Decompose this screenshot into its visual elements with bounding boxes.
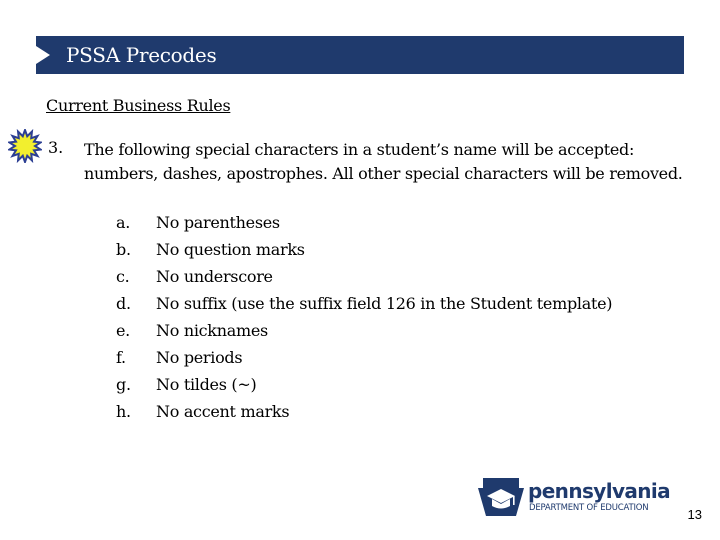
logo-name: pennsylvania: [528, 479, 671, 503]
sub-list: [116, 211, 612, 427]
item-text: The following special characters in a student’s name will be accepted: numbers, dashes, apostrophes. All other special characters will be removed.: [84, 140, 683, 183]
item-number: 3.: [48, 138, 64, 157]
list-item-text: No tildes (~): [156, 375, 257, 394]
list-item-letter: a.: [116, 213, 131, 232]
list-item-text: No periods: [156, 348, 243, 367]
section-heading: Current Business Rules: [46, 96, 231, 115]
list-item: [116, 319, 612, 346]
list-item-letter: f.: [116, 348, 126, 367]
logo-subtitle: DEPARTMENT OF EDUCATION: [529, 503, 649, 513]
keystone-icon: [478, 472, 524, 522]
list-item-text: No underscore: [156, 267, 273, 286]
list-item-letter: c.: [116, 267, 130, 286]
list-item-letter: e.: [116, 321, 130, 340]
list-item: [116, 265, 612, 292]
list-item: [116, 346, 612, 373]
starburst-icon: [8, 129, 42, 163]
list-item-letter: b.: [116, 240, 131, 259]
list-item-text: No accent marks: [156, 402, 290, 421]
slide-title: PSSA Precodes: [66, 43, 217, 67]
list-item: [116, 373, 612, 400]
list-item: [116, 211, 612, 238]
list-item-text: No suffix (use the suffix field 126 in the Student template): [156, 294, 613, 313]
title-arrow-icon: [36, 46, 50, 64]
pennsylvania-logo: [478, 472, 671, 522]
list-item: [116, 238, 612, 265]
list-item-letter: d.: [116, 294, 131, 313]
list-item-text: No nicknames: [156, 321, 268, 340]
list-item: [116, 292, 612, 319]
list-item-text: No question marks: [156, 240, 305, 259]
list-item-letter: g.: [116, 375, 131, 394]
list-item-text: No parentheses: [156, 213, 280, 232]
list-item: [116, 400, 612, 427]
page-number: 13: [687, 507, 702, 522]
list-item-letter: h.: [116, 402, 131, 421]
